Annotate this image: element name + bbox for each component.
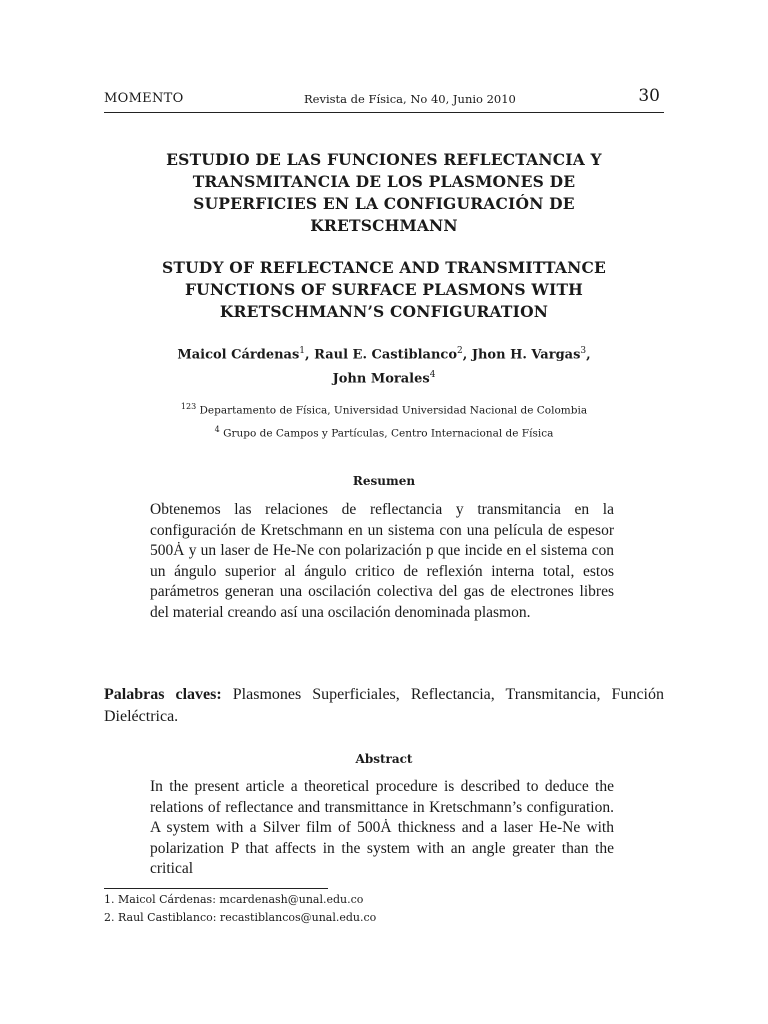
keywords <box>104 684 664 728</box>
title-line: ESTUDIO DE LAS FUNCIONES REFLECTANCIA Y <box>166 150 602 169</box>
author-list <box>104 341 664 390</box>
affiliation-mark: 123 <box>180 402 197 411</box>
author-name: Jhon H. Vargas <box>471 347 581 363</box>
title-line: KRETSCHMANN <box>310 216 458 235</box>
affiliation-mark: 4 <box>214 425 220 434</box>
author-name: John Morales <box>332 371 430 387</box>
author-mark: 3 <box>580 346 587 356</box>
title-line: STUDY OF REFLECTANCE AND TRANSMITTANCE <box>161 258 607 277</box>
author-mark: 4 <box>429 370 436 381</box>
author-mark: 1 <box>299 346 306 356</box>
title-english <box>104 257 664 323</box>
abstract-text: In the present article a theoretical procedure is described to deduce the relations of reflectance and transmittance in Kretschmann’s configuration. A system with a Silver film of 500Ȧ thickness and a laser He-Ne with polarization P that affects in the system with an angle greater than the critical <box>150 778 614 877</box>
author-separator: , <box>462 347 472 363</box>
title-spanish <box>104 149 664 237</box>
author-separator: , <box>586 347 591 363</box>
title-line: SUPERFICIES EN LA CONFIGURACIÓN DE <box>193 194 575 213</box>
author-name: Maicol Cárdenas <box>177 347 300 363</box>
running-header <box>104 88 664 113</box>
resumen-heading: Resumen <box>352 474 416 488</box>
abstract-heading: Abstract <box>355 752 413 766</box>
affiliation <box>104 400 664 418</box>
title-line: TRANSMITANCIA DE LOS PLASMONES DE <box>192 172 576 191</box>
footnote-rule <box>104 888 328 889</box>
title-line: FUNCTIONS OF SURFACE PLASMONS WITH <box>184 280 584 299</box>
author-mark: 2 <box>457 346 463 356</box>
footnote: 1. Maicol Cárdenas: mcardenash@unal.edu.co <box>104 893 364 906</box>
resumen-text: Obtenemos las relaciones de reflectancia y transmitancia en la configuración de Kretschmann en un sistema con una película de espesor 500Ȧ y un laser de He-Ne con polarización p que incide en el sistema con un ángulo superior al ángulo critico de reflexión interna total, estos parámetros generan una oscilación colectiva del gas de electrones libres del material creando así una oscilación denominada plasmon. <box>150 501 614 621</box>
title-line: KRETSCHMANN’S CONFIGURATION <box>219 302 549 321</box>
author-separator: , <box>305 347 315 363</box>
footnote: 2. Raul Castiblanco: recastiblancos@unal.edu.co <box>104 911 377 924</box>
affiliation-text: Grupo de Campos y Partículas, Centro Internacional de Física <box>223 427 554 440</box>
page-number: 30 <box>638 86 660 106</box>
affiliation-text: Departamento de Física, Universidad Universidad Nacional de Colombia <box>199 404 588 417</box>
affiliation <box>104 423 664 441</box>
journal-issue: Revista de Física, No 40, Junio 2010 <box>304 92 516 106</box>
journal-name: MOMENTO <box>104 91 184 106</box>
author-name: Raul E. Castiblanco <box>314 347 458 363</box>
keywords-text: Plasmones Superficiales, Reflectancia, Transmitancia, Función Dieléctrica. <box>104 686 664 725</box>
keywords-label: Palabras claves: <box>104 686 222 703</box>
